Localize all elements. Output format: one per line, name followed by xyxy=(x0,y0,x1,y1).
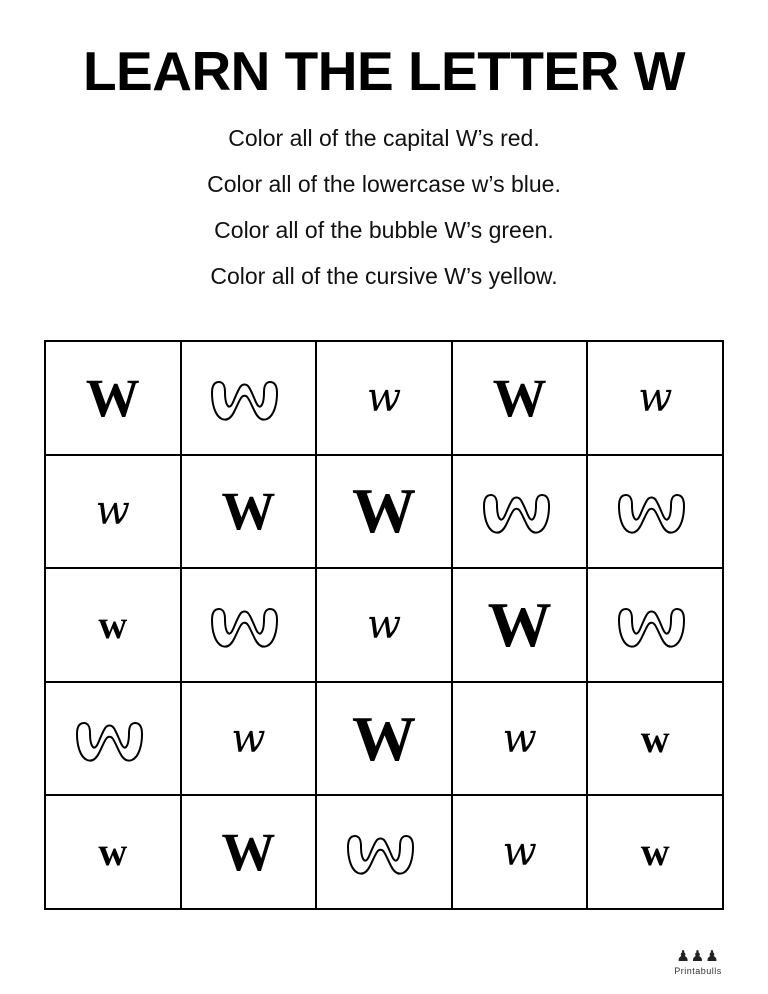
cursive-letter-w: w xyxy=(366,374,402,421)
grid-cell[interactable] xyxy=(588,342,724,456)
grid-cell[interactable] xyxy=(453,342,589,456)
grid-cell[interactable] xyxy=(588,456,724,570)
grid-cell[interactable] xyxy=(182,342,318,456)
grid-cell[interactable] xyxy=(46,569,182,683)
grid-cell[interactable] xyxy=(46,342,182,456)
grid-cell[interactable] xyxy=(588,569,724,683)
lowercase-letter-w: w xyxy=(640,715,670,761)
lowercase-letter-w: w xyxy=(640,829,670,875)
cursive-letter-w: w xyxy=(638,374,673,421)
bubble-letter-w-icon xyxy=(618,600,692,650)
footer-logo xyxy=(658,949,738,976)
capital-letter-w: W xyxy=(351,475,416,547)
grid-cell[interactable] xyxy=(182,683,318,797)
grid-cell[interactable] xyxy=(453,456,589,570)
grid-cell[interactable] xyxy=(182,796,318,910)
grid-cell[interactable] xyxy=(182,569,318,683)
instruction-line-4: Color all of the cursive W’s yellow. xyxy=(210,263,558,289)
grid-cell[interactable] xyxy=(588,796,724,910)
page-title: LEARN THE LETTER W xyxy=(82,40,686,102)
grid-cell[interactable] xyxy=(46,683,182,797)
bubble-letter-w-icon xyxy=(618,486,692,536)
cursive-letter-w: w xyxy=(95,488,130,535)
instruction-line-1: Color all of the capital W’s red. xyxy=(228,125,540,151)
capital-letter-w: W xyxy=(351,702,416,774)
grid-cell[interactable] xyxy=(317,796,453,910)
lowercase-letter-w: w xyxy=(98,829,128,875)
bubble-letter-w-icon xyxy=(211,600,285,650)
capital-letter-w: W xyxy=(487,588,552,660)
cursive-letter-w: w xyxy=(366,601,402,648)
grid-cell[interactable] xyxy=(317,456,453,570)
grid-cell[interactable] xyxy=(182,456,318,570)
cursive-letter-w: w xyxy=(502,829,537,876)
instruction-line-2: Color all of the lowercase w’s blue. xyxy=(207,171,561,197)
grid-cell[interactable] xyxy=(46,796,182,910)
capital-letter-w: W xyxy=(221,481,276,542)
cursive-letter-w: w xyxy=(231,715,266,762)
cursive-letter-w: w xyxy=(502,715,537,762)
capital-letter-w: W xyxy=(492,367,547,428)
lowercase-letter-w: w xyxy=(98,601,128,647)
bubble-letter-w-icon xyxy=(483,486,557,536)
grid-cell[interactable] xyxy=(453,683,589,797)
grid-cell[interactable] xyxy=(317,569,453,683)
instructions-block xyxy=(0,127,768,288)
letter-grid xyxy=(44,340,724,910)
capital-letter-w: W xyxy=(221,822,276,883)
grid-cell[interactable] xyxy=(46,456,182,570)
bubble-letter-w-icon xyxy=(211,373,285,423)
capital-letter-w: W xyxy=(85,367,140,428)
grid-cell[interactable] xyxy=(453,796,589,910)
grid-cell[interactable] xyxy=(317,683,453,797)
instruction-line-3: Color all of the bubble W’s green. xyxy=(214,217,554,243)
grid-cell[interactable] xyxy=(588,683,724,797)
logo-mark: ♟♟♟ xyxy=(676,948,720,965)
bubble-letter-w-icon xyxy=(76,714,150,764)
brand-name: Printabulls xyxy=(674,966,722,976)
grid-cell[interactable] xyxy=(453,569,589,683)
grid-cell[interactable] xyxy=(317,342,453,456)
bubble-letter-w-icon xyxy=(347,827,421,877)
